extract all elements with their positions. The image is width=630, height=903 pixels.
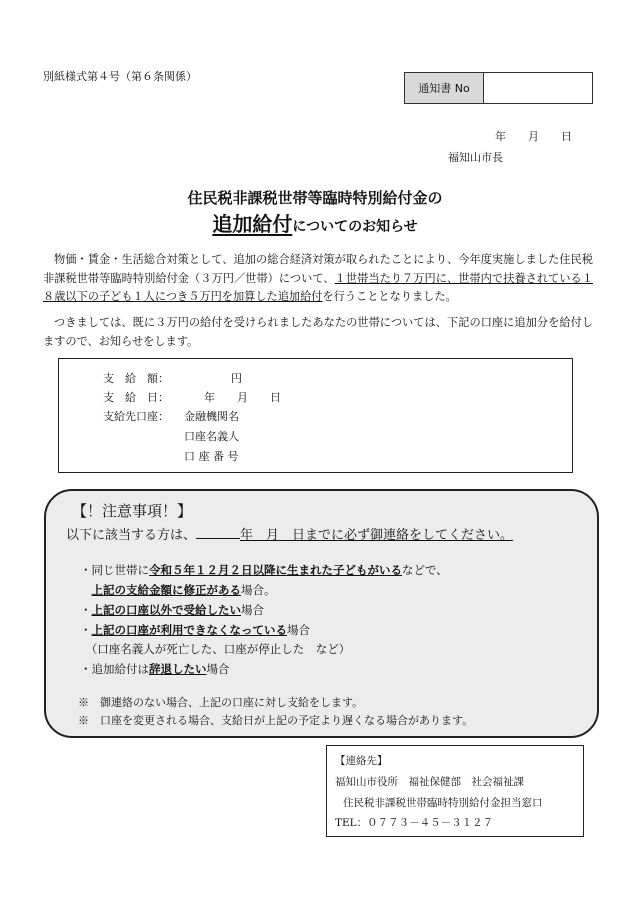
account-holder-label: 口座名義人 — [184, 430, 239, 443]
caution-item-highlight: 上記の口座以外で受給したい — [91, 603, 241, 617]
caution-item-text: ・ — [80, 603, 92, 617]
caution-item-text: 場合。 — [241, 583, 276, 597]
amount-label: 支 給 額： — [103, 372, 169, 385]
notice-number-label: 通知書 No — [405, 73, 484, 103]
form-number: 別紙様式第４号（第６条関係） — [43, 70, 197, 83]
title-rest: についてのお知らせ — [292, 219, 418, 235]
date-label: 支 給 日： — [103, 391, 169, 404]
caution-item-highlight: 辞退したい — [149, 662, 207, 676]
caution-note-1: ※ 御連絡のない場合、上記の口座に対し支給をします。 — [78, 696, 364, 709]
issue-date: 年 月 日 — [495, 130, 572, 143]
contact-desk: 住民税非課税世帯臨時特別給付金担当窓口 — [343, 797, 543, 809]
caution-item — [80, 641, 350, 657]
account-label: 支給先口座： — [103, 410, 169, 423]
caution-item — [80, 602, 264, 618]
body-paragraph-2: つきましては、既に３万円の給付を受けられましたあなたの世帯については、下記の口座に追加分を給付しますので、お知らせをします。 — [43, 316, 593, 348]
bank-name-label: 金融機関名 — [184, 410, 239, 423]
account-number-label: 口 座 番 号 — [184, 450, 239, 463]
caution-item-text: （口座名義人が死亡した、口座が停止した など） — [80, 642, 351, 656]
caution-intro-deadline: 年 月 日までに必ず御連絡をしてください。 — [240, 528, 514, 543]
caution-title: 【！注意事項！】 — [72, 502, 193, 520]
contact-heading: 【連絡先】 — [335, 755, 388, 767]
caution-item-highlight: 令和５年１２月２日以降に生まれた子どもがいる — [149, 563, 402, 577]
caution-item — [80, 622, 310, 638]
caution-item-text — [80, 583, 92, 597]
notice-number-box — [404, 72, 593, 104]
body-text: 物価・賃金・生活総合対策として、追加の総合経済対策が取られたことにより、今年度実施しました住民税非課税世帯等臨時特別給付金（３万円／世帯）について、 — [43, 253, 593, 285]
caution-item-text: ・ — [80, 623, 92, 637]
caution-item-highlight: 上記の支給金額に修正がある — [91, 583, 241, 597]
caution-item-text: 場合 — [241, 603, 264, 617]
caution-intro-text: 以下に該当する方は、 — [66, 528, 197, 543]
contact-office: 福知山市役所 福祉保健部 社会福祉課 — [335, 776, 524, 788]
caution-item-highlight: 上記の口座が利用できなくなっている — [91, 623, 287, 637]
contact-tel: TEL：０７７３－４５－３１２７ — [335, 817, 494, 829]
amount-unit: 円 — [231, 372, 242, 385]
caution-note-2: ※ 口座を変更される場合、支給日が上記の予定より遅くなる場合があります。 — [78, 714, 474, 727]
body-underlined-text: １世帯当たり７万円に、世帯内で扶養されている１８歳以下の子ども１人につき５万円を加算した追加給付 — [43, 271, 593, 304]
caution-item — [80, 661, 230, 677]
caution-item-text: ・追加給付は — [80, 662, 149, 676]
caution-item-text: 場合 — [287, 623, 310, 637]
caution-item-text: などで、 — [402, 563, 448, 577]
caution-item-text: ・同じ世帯に — [80, 563, 149, 577]
body-paragraph-1 — [43, 251, 593, 307]
caution-intro — [66, 524, 513, 543]
caution-item-text: 場合 — [206, 662, 230, 676]
issuer: 福知山市長 — [448, 151, 503, 164]
caution-item — [80, 562, 448, 578]
payment-date-value: 年 月 日 — [204, 391, 281, 404]
caution-item — [80, 582, 276, 598]
page-title-line1: 住民税非課税世帯等臨時特別給付金の — [187, 189, 443, 207]
notice-number-value — [484, 73, 592, 103]
page-title-line2 — [0, 208, 630, 237]
title-emphasis: 追加給付 — [212, 212, 293, 236]
deadline-blank — [196, 538, 240, 539]
body-text: を行うこととなりました。 — [322, 290, 457, 304]
payment-details-box — [58, 358, 573, 473]
